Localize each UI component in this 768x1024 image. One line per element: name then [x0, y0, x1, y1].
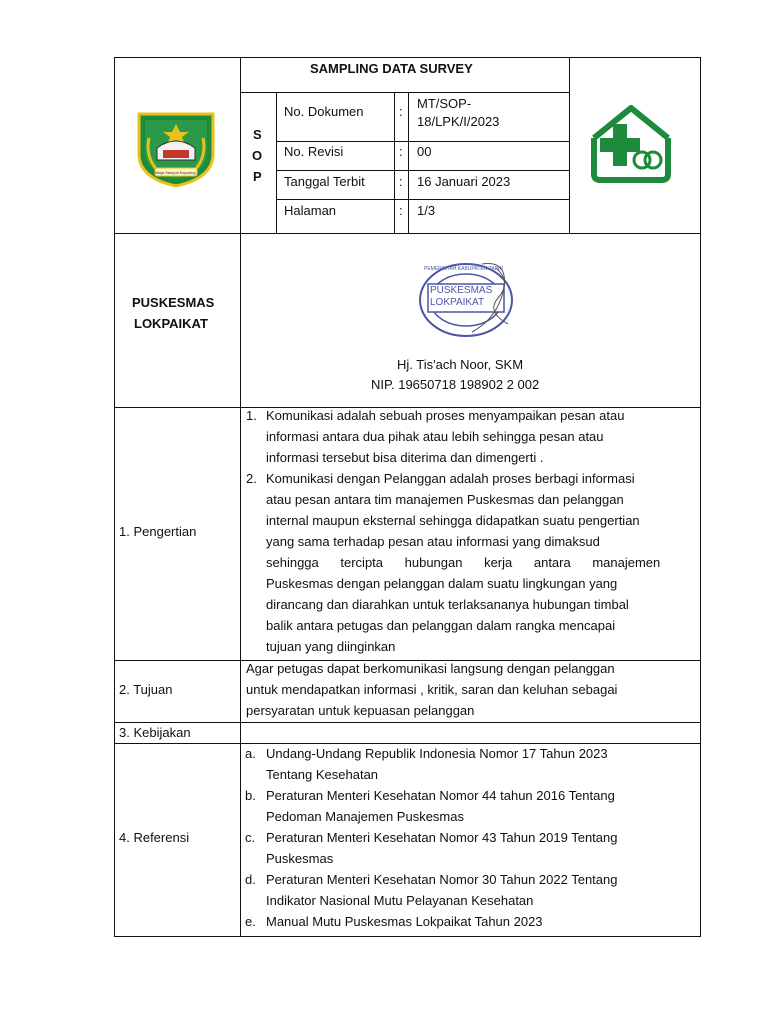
field-colon-revisi: :: [399, 144, 403, 159]
referensi-c-line: Puskesmas: [266, 851, 334, 866]
field-value-revisi: 00: [417, 144, 432, 159]
field-colon-dokumen: :: [399, 104, 403, 119]
field-label-halaman: Halaman: [284, 203, 337, 218]
field-label-tanggal: Tanggal Terbit: [284, 174, 365, 189]
pengertian-1-line: informasi tersebut bisa diterima dan dimengerti .: [266, 450, 544, 465]
puskesmas-logo-icon: [584, 104, 678, 184]
referensi-marker-e: e.: [245, 914, 256, 929]
pengertian-2-line: tujuan yang diinginkan: [266, 639, 396, 654]
referensi-b-line: Pedoman Manajemen Puskesmas: [266, 809, 464, 824]
pengertian-marker-1: 1.: [246, 408, 257, 423]
field-value-dokumen-1: MT/SOP-: [417, 96, 472, 111]
field-value-dokumen-2: 18/LPK/I/2023: [417, 114, 500, 129]
referensi-a-line: Tentang Kesehatan: [266, 767, 379, 782]
field-colon-tanggal: :: [399, 174, 403, 189]
referensi-d-line: Indikator Nasional Mutu Pelayanan Kesehatan: [266, 893, 534, 908]
pengertian-2-line: Puskesmas dengan pelanggan dalam suatu lingkungan yang: [266, 576, 618, 591]
referensi-e-line: Manual Mutu Puskesmas Lokpaikat Tahun 2023: [266, 914, 543, 929]
referensi-a-line: Undang-Undang Republik Indonesia Nomor 17 Tahun 2023: [266, 746, 608, 761]
section-label-pengertian: 1. Pengertian: [119, 524, 197, 539]
pengertian-2-line: yang sama terhadap pesan atau informasi yang dimaksud: [266, 534, 600, 549]
emblem-motto: Waja Sampai Kaputing: [155, 170, 196, 175]
section-label-kebijakan: 3. Kebijakan: [119, 725, 191, 740]
referensi-marker-b: b.: [245, 788, 256, 803]
field-label-dokumen: No. Dokumen: [284, 104, 364, 119]
stamp-line1: PUSKESMAS: [430, 285, 493, 296]
field-label-revisi: No. Revisi: [284, 144, 344, 159]
referensi-b-line: Peraturan Menteri Kesehatan Nomor 44 tahun 2016 Tentang: [266, 788, 615, 803]
sop-letter-p: P: [253, 169, 262, 184]
stamp-outer-text: PEMERINTAH KABUPATEN TAPIN: [424, 266, 503, 272]
pengertian-1-line: informasi antara dua pihak atau lebih sehingga pesan atau: [266, 429, 604, 444]
field-value-halaman: 1/3: [417, 203, 436, 218]
document-title: SAMPLING DATA SURVEY: [310, 61, 473, 76]
tujuan-line: untuk mendapatkan informasi , kritik, saran dan keluhan sebagai: [246, 682, 618, 697]
section-label-tujuan: 2. Tujuan: [119, 682, 173, 697]
stamp-line2: LOKPAIKAT: [430, 297, 485, 308]
pengertian-2-line: internal maupun eksternal sehingga didapatkan suatu pengertian: [266, 513, 640, 528]
pengertian-2-line: atau pesan antara tim manajemen Puskesmas dan pelanggan: [266, 492, 624, 507]
pengertian-2-line: sehingga tercipta hubungan kerja antara manajemen: [266, 555, 661, 570]
pengertian-2-line: dirancang dan diarahkan untuk terlaksananya hubungan timbal: [266, 597, 629, 612]
pengertian-2-line: Komunikasi dengan Pelanggan adalah proses berbagi informasi: [266, 471, 635, 486]
pengertian-marker-2: 2.: [246, 471, 257, 486]
referensi-marker-d: d.: [245, 872, 256, 887]
signer-name: Hj. Tis'ach Noor, SKM: [397, 357, 524, 372]
sop-letter-o: O: [252, 148, 263, 163]
field-value-tanggal: 16 Januari 2023: [417, 174, 511, 189]
referensi-marker-a: a.: [245, 746, 256, 761]
tujuan-line: Agar petugas dapat berkomunikasi langsung dengan pelanggan: [246, 661, 615, 676]
field-colon-halaman: :: [399, 203, 403, 218]
sop-letter-s: S: [253, 127, 262, 142]
org-name-line2: LOKPAIKAT: [134, 316, 208, 331]
section-label-referensi: 4. Referensi: [119, 830, 190, 845]
pengertian-1-line: Komunikasi adalah sebuah proses menyampaikan pesan atau: [266, 408, 625, 423]
tujuan-line: persyaratan untuk kepuasan pelanggan: [246, 703, 475, 718]
pengertian-2-line: balik antara petugas dan pelanggan dalam rangka mencapai: [266, 618, 616, 633]
signer-nip: NIP. 19650718 198902 2 002: [371, 377, 540, 392]
referensi-d-line: Peraturan Menteri Kesehatan Nomor 30 Tahun 2022 Tentang: [266, 872, 618, 887]
org-name-line1: PUSKESMAS: [132, 295, 215, 310]
regency-emblem: [133, 108, 219, 188]
referensi-marker-c: c.: [245, 830, 256, 845]
referensi-c-line: Peraturan Menteri Kesehatan Nomor 43 Tahun 2019 Tentang: [266, 830, 618, 845]
